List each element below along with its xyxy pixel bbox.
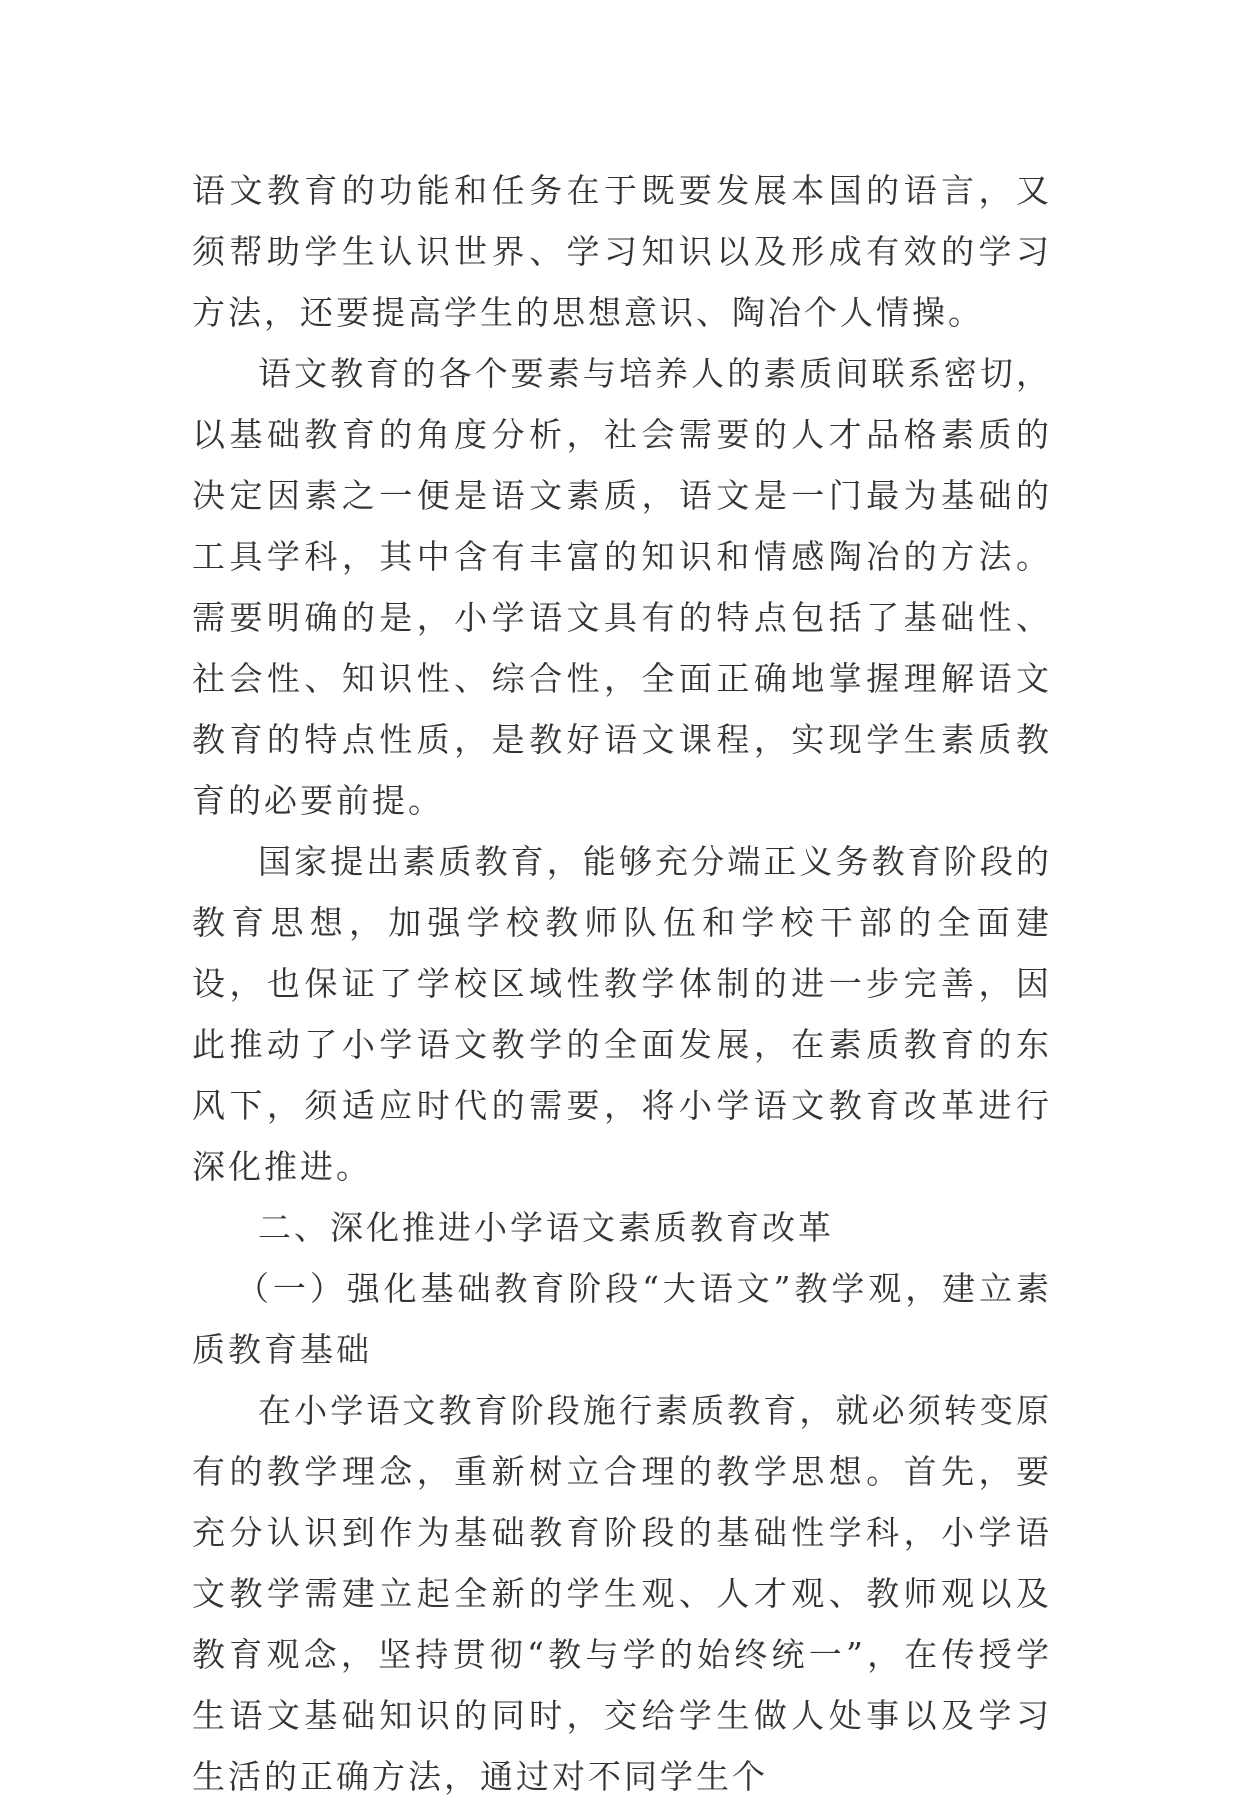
paragraph-implementing-quality-education: 在小学语文教育阶段施行素质教育，就必须转变原有的教学理念，重新树立合理的教学思想。首先，要充分认识到作为基础教育阶段的基础性学科，小学语文教学需建立起全新的学生观、人才观、教师观以及教育观念，坚持贯彻“教与学的始终统一”，在传授学生语文基础知识的同时，交给学生做人处事以及学习生活的正确方法，通过对不同学生个 <box>192 1391 1052 1796</box>
section-heading: 二、深化推进小学语文素质教育改革 <box>258 1208 834 1247</box>
document-body <box>192 160 1052 1807</box>
paragraph-elements-of-chinese-education: 语文教育的各个要素与培养人的素质间联系密切，以基础教育的角度分析，社会需要的人才品格素质的决定因素之一便是语文素质，语文是一门最为基础的工具学科，其中含有丰富的知识和情感陶冶的方法。需要明确的是，小学语文具有的特点包括了基础性、社会性、知识性、综合性，全面正确地掌握理解语文教育的特点性质，是教好语文课程，实现学生素质教育的必要前提。 <box>192 354 1052 820</box>
paragraph-national-quality-education: 国家提出素质教育，能够充分端正义务教育阶段的教育思想，加强学校教师队伍和学校干部的全面建设，也保证了学校区域性教学体制的进一步完善，因此推动了小学语文教学的全面发展，在素质教育的东风下，须适应时代的需要，将小学语文教育改革进行深化推进。 <box>192 842 1052 1186</box>
paragraph-continuation: 语文教育的功能和任务在于既要发展本国的语言，又须帮助学生认识世界、学习知识以及形成有效的学习方法，还要提高学生的思想意识、陶冶个人情操。 <box>192 171 1052 332</box>
subsection-heading: （一）强化基础教育阶段“大语文”教学观，建立素质教育基础 <box>192 1269 1052 1369</box>
